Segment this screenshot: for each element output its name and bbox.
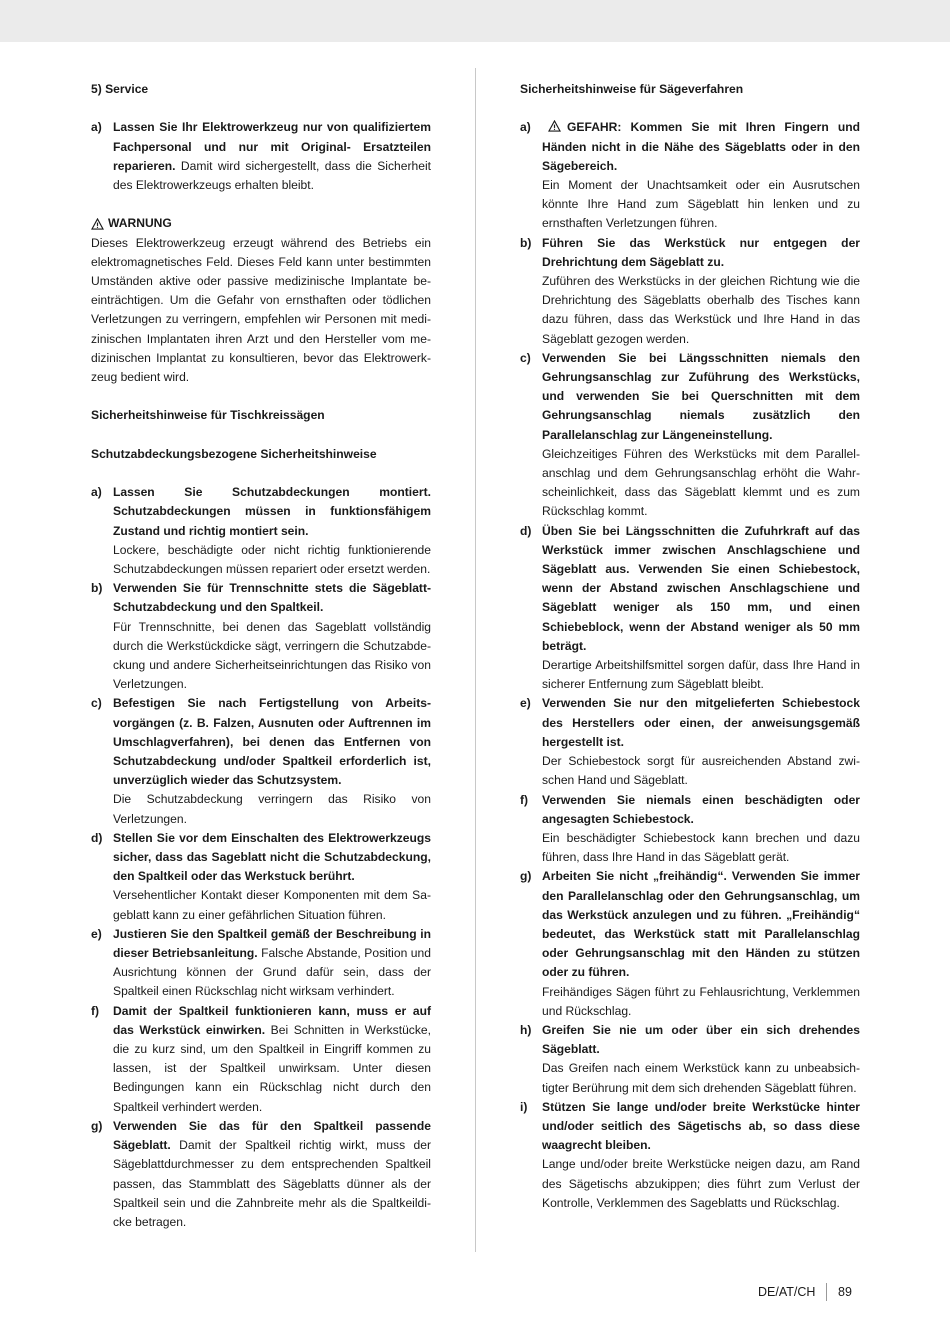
item-title: Führen Sie das Werkstück nur entgegen der Drehrichtung dem Sägeblatt zu.: [542, 235, 860, 269]
item-title: Justieren Sie den Spaltkeil gemäß der Beschreibung in dieser Betriebsanleitung.: [113, 926, 431, 961]
warning-heading: [91, 214, 431, 233]
left-items-list: [91, 483, 431, 1232]
warning-icon: [548, 120, 561, 132]
item-title: Befestigen Sie nach Fertigstellung von Arbeitsvorgängen (z. B. Falzen, Ausnuten oder Auftrennen im Umschlagverfahren), bei denen das Entfernen von Schutzabdeckung und/oder Spaltkeil erforderlich ist, unverzüglich wieder das Schutzsystem.: [113, 696, 431, 788]
list-item: [520, 1021, 860, 1098]
item-label: e): [520, 696, 531, 711]
item-label: c): [520, 350, 531, 365]
item-text: Damit der Spaltkeil richtig wirkt, muss der Sägeblattdurchmesser zu dem entsprechenden Spaltkeil passen, das Stammblatt des Sägeblatts dünner als der Spaltkeil sein und die Zahnbreite mehr als die Spaltkeildicke betragen.: [113, 1138, 431, 1229]
list-item: [91, 694, 431, 828]
item-note: Lange und/oder breite Werkstücke neigen dazu, am Rand des Sägetischs abzukippen; dies führt zum Verlust der Kontrolle, Verklemmen des Sageblatts und Rückschlag.: [542, 1157, 860, 1210]
item-title: Verwenden Sie für Trennschnitte stets die Sägeblatt-Schutzabdeckung und den Spaltkeil.: [113, 581, 431, 615]
item-note: Für Trennschnitte, bei denen das Sageblatt vollständig durch die Werkstückdicke sägt, verringern die Schutzabdeckung und andere Sicherheitseinrichtungen das Risiko von Verletzungen.: [113, 619, 431, 692]
item-title: Damit der Spaltkeil funktionieren kann, muss er auf das Werkstück einwirken.: [113, 1003, 431, 1037]
item-title: Stützen Sie lange und/oder breite Werkstücke hinter und/oder seitlich des Sägetischs ab, so dass diese waagrecht bleiben.: [542, 1099, 860, 1153]
item-title: Lassen Sie Ihr Elektrowerkzeug nur von qualifiziertem Fachpersonal und nur mit Original- Ersatzteilen reparieren.: [113, 120, 431, 173]
footer-region: DE/AT/CH: [758, 1285, 816, 1299]
service-item-a: [91, 118, 431, 195]
item-title: Greifen Sie nie um oder über ein sich drehendes Sägeblatt.: [542, 1022, 860, 1057]
list-item: [520, 867, 860, 1021]
list-item: [91, 829, 431, 925]
item-note: Derartige Arbeitshilfsmittel sorgen dafür, dass Ihre Hand in sicherer Entfernung zum Sägeblatt bleibt.: [542, 658, 860, 692]
list-item: [520, 349, 860, 522]
item-label: d): [520, 523, 532, 538]
guard-heading: Schutzabdeckungsbezogene Sicherheitshinweise: [91, 446, 377, 461]
footer-separator: [826, 1283, 827, 1301]
list-item: [520, 522, 860, 695]
list-item: [91, 925, 431, 1002]
item-label: c): [91, 696, 102, 711]
item-label: h): [520, 1022, 532, 1037]
item-note: Ein Moment der Unachtsamkeit oder ein Ausrutschen könnte Ihre Hand zum Sägeblatt hin lenken und zu ernsthaften Verletzungen führen.: [542, 178, 860, 231]
list-item: [520, 234, 860, 349]
item-note: Lockere, beschädigte oder nicht richtig funktionierende Schutzabdeckungen müssen repariert oder ersetzt werden.: [113, 542, 431, 576]
item-note: Gleichzeitiges Führen des Werkstücks mit dem Parallelanschlag und dem Gehrungsanschlag erhöht die Wahrscheinlichkeit, dass das Sägeblatt klemmt und es zum Rückschlag kommt.: [542, 446, 860, 519]
warning-text: Dieses Elektrowerkzeug erzeugt während des Betriebs ein elektromagnetisches Feld. Dieses Feld kann unter bestimmten Umständen aktive oder passive medizinische Implantate beeinträchtigen. Um die Gefahr von ernsthaften oder tödlichen Verletzungen zu verringern, empfehlen wir Personen mit medizinischen Implantaten ihren Arzt und den Hersteller vom medizinischen Implantat zu konsultieren, bevor das Elektrowerkzeug bedient wird.: [91, 235, 431, 385]
warning-icon: [91, 218, 104, 230]
item-label: i): [520, 1099, 528, 1114]
item-label: d): [91, 830, 103, 845]
list-item: [520, 791, 860, 868]
warning-title: WARNUNG: [108, 216, 172, 231]
list-item: [520, 694, 860, 790]
item-title: Verwenden Sie bei Längsschnitten niemals den Gehrungsanschlag zur Zuführung des Werkstücks, und verwenden Sie bei Querschnitten mit dem Gehrungsanschlag niemals zusätzlich den Parallelanschlag zur Längeneinstellung.: [542, 350, 860, 442]
item-text: Falsche Abstande, Position und Ausrichtung können der Grund dafür sein, dass der Spaltkeil einen Rückschlag nicht wirksam verhindert.: [113, 946, 431, 999]
item-note: Der Schiebestock sorgt für ausreichenden Abstand zwischen Hand und Sägeblatt.: [542, 754, 860, 788]
item-title: Üben Sie bei Längsschnitten die Zufuhrkraft auf das Werkstück immer zwischen Anschlagschiene und Sägeblatt aus. Verwenden Sie einen Schiebestock, wenn der Abstand zwischen Anschlagschiene und Sägeblatt weniger als 150 mm, und einen Schiebeblock, wenn der Abstand weniger als 50 mm beträgt.: [542, 523, 860, 653]
item-note: Die Schutzabdeckung verringern das Risiko von Verletzungen.: [113, 792, 431, 826]
item-note: Das Greifen nach einem Werkstück kann zu unbeabsichtigter Berührung mit dem sich drehenden Sägeblatt führen.: [542, 1061, 860, 1095]
item-title: Verwenden Sie das für den Spaltkeil passende Sägeblatt.: [113, 1118, 431, 1153]
column-divider: [475, 68, 476, 1252]
item-title: Arbeiten Sie nicht „freihändig“. Verwenden Sie immer den Parallelanschlag oder den Gehrungsanschlag, um das Werkstück anzulegen und zu führen. „Freihändig“ bedeutet, das Werkstück statt mit Parallelanschlag oder Gehrungsanschlag mit den Händen zu stützen oder zu führen.: [542, 869, 860, 980]
item-label: e): [91, 926, 102, 941]
item-title: Lassen Sie Schutzabdeckungen montiert. Schutzabdeckungen müssen in funktionsfähigem Zustand und richtig montiert sein.: [113, 485, 431, 538]
page-number: 89: [838, 1285, 852, 1299]
item-label: b): [91, 581, 103, 596]
item-text: Damit wird sichergestellt, dass die Sicherheit des Elektrowerkzeugs erhalten bleibt.: [113, 158, 431, 192]
list-item: [91, 579, 431, 694]
list-item: [91, 1117, 431, 1232]
right-column: [520, 80, 860, 1213]
item-label: f): [91, 1003, 100, 1018]
item-note: Zuführen des Werkstücks in der gleichen Richtung wie die Drehrichtung des Sägeblatts oberhalb des Tisches kann dazu führen, dass das Werkstück und Ihre Hand in das Sägeblatt gezogen werden.: [542, 274, 860, 346]
list-item: [91, 483, 431, 579]
item-label: a): [91, 485, 102, 500]
item-text: Bei Schnitten in Werkstücke, die zu kurz sind, um den Spaltkeil in Eingriff kommen zu lassen, ist der Spaltkeil unwirksam. Unter diesen Bedingungen kann ein Rückschlag nicht durch den Spaltkeil verhindert werden.: [113, 1022, 431, 1114]
service-heading: 5) Service: [91, 82, 149, 96]
item-note: Freihändiges Sägen führt zu Fehlausrichtung, Verklemmen und Rückschlag.: [542, 984, 860, 1018]
table-saw-heading: Sicherheitshinweise für Tischkreissägen: [91, 408, 325, 423]
list-item: [520, 1098, 860, 1213]
item-title: Verwenden Sie nur den mitgelieferten Schiebestock des Herstellers oder einen, der anweisungsgemäß hergestellt ist.: [542, 696, 860, 749]
right-items-list: [520, 118, 860, 1213]
sawing-heading: Sicherheitshinweise für Sägeverfahren: [520, 82, 744, 96]
item-title: GEFAHR: Kommen Sie mit Ihren Fingern und Händen nicht in die Nähe des Sägeblatts oder in den Sägebereich.: [542, 120, 860, 173]
item-label: a): [91, 120, 102, 135]
item-title: Verwenden Sie niemals einen beschädigten oder angesagten Schiebestock.: [542, 792, 860, 826]
item-label: f): [520, 792, 529, 807]
top-bar: [0, 0, 950, 42]
item-label: g): [91, 1118, 103, 1133]
item-label: b): [520, 235, 532, 250]
item-title: Stellen Sie vor dem Einschalten des Elektrowerkzeugs sicher, dass das Sageblatt nicht die Schutzabdeckung, den Spaltkeil oder das Werkstuck berührt.: [113, 830, 431, 884]
left-column: [91, 80, 431, 1232]
list-item: [91, 1002, 431, 1117]
item-note: Versehentlicher Kontakt dieser Komponenten mit dem Sageblatt kann zu einer gefährlichen Situation führen.: [113, 888, 431, 922]
list-item: [520, 118, 860, 233]
item-label: a): [520, 120, 531, 135]
item-note: Ein beschädigter Schiebestock kann brechen und dazu führen, dass Ihre Hand in das Sägeblatt gerät.: [542, 830, 860, 865]
item-label: g): [520, 869, 532, 884]
